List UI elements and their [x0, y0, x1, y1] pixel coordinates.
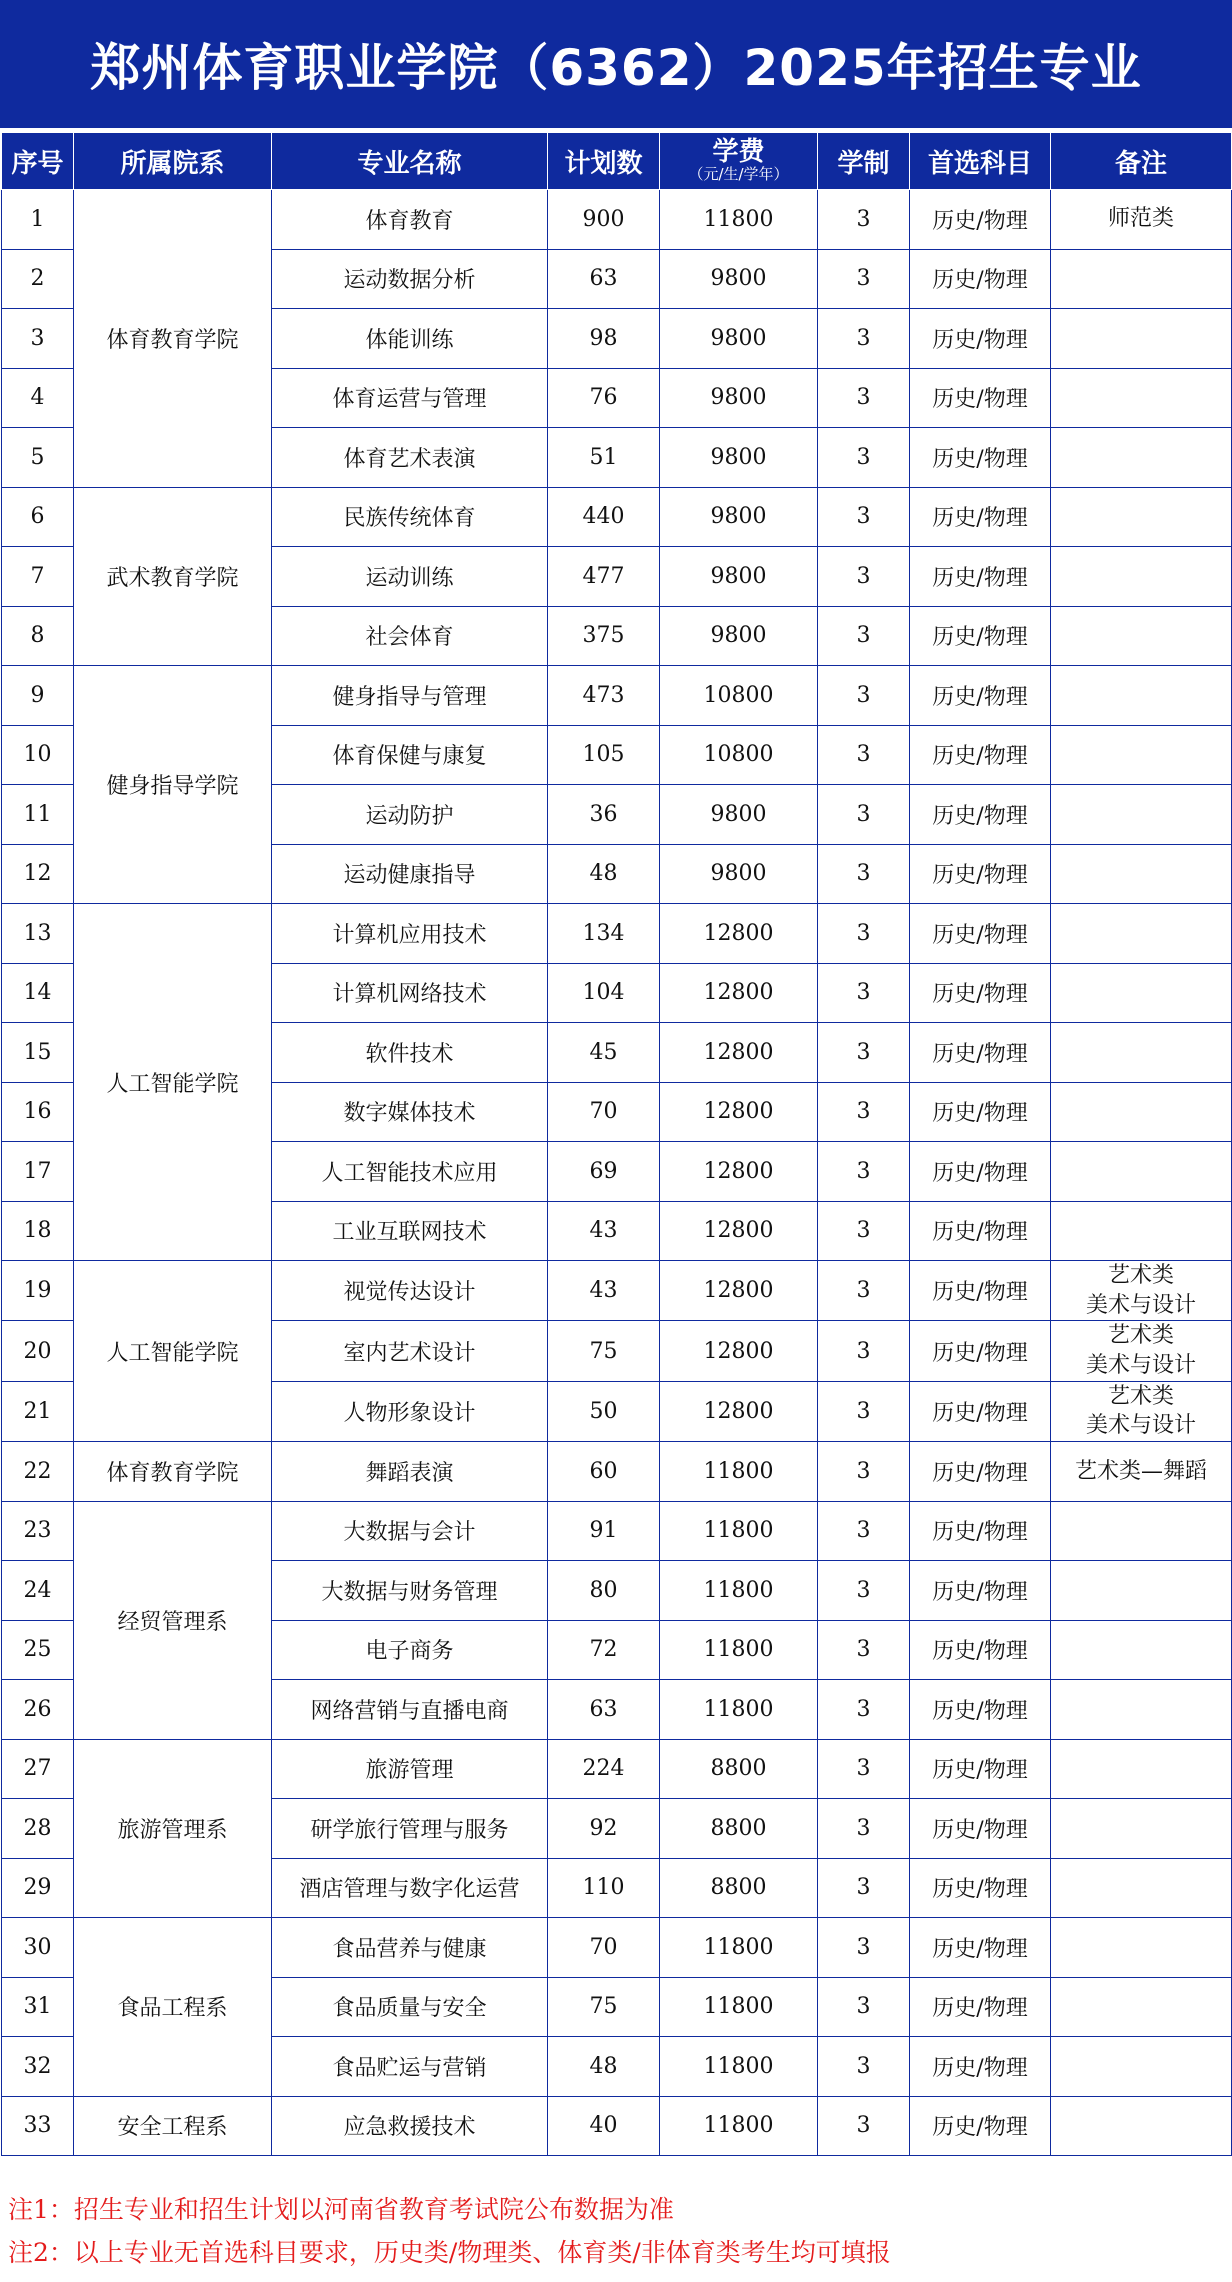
plan-count: 70 [548, 1918, 660, 1978]
study-years: 3 [818, 1858, 910, 1918]
remark [1051, 2096, 1232, 2156]
header-fee [660, 133, 818, 190]
remark [1051, 1918, 1232, 1978]
major-name: 软件技术 [272, 1023, 548, 1083]
tuition-fee: 10800 [660, 725, 818, 785]
study-years: 3 [818, 249, 910, 309]
remark [1051, 1142, 1232, 1202]
study-years: 3 [818, 309, 910, 369]
major-name: 体育教育 [272, 190, 548, 250]
table-row [2, 2096, 1232, 2156]
plan-count: 75 [548, 1977, 660, 2037]
tuition-fee: 11800 [660, 1680, 818, 1740]
table-row [2, 1261, 1232, 1321]
study-years: 3 [818, 190, 910, 250]
preferred-subject: 历史/物理 [910, 1082, 1051, 1142]
preferred-subject: 历史/物理 [910, 963, 1051, 1023]
tuition-fee: 9800 [660, 487, 818, 547]
table-row [2, 1501, 1232, 1561]
remark [1051, 487, 1232, 547]
major-name: 体育艺术表演 [272, 428, 548, 488]
plan-count: 110 [548, 1858, 660, 1918]
major-name: 视觉传达设计 [272, 1261, 548, 1321]
tuition-fee: 12800 [660, 1321, 818, 1381]
preferred-subject: 历史/物理 [910, 190, 1051, 250]
study-years: 3 [818, 1739, 910, 1799]
table-row [2, 904, 1232, 964]
preferred-subject: 历史/物理 [910, 1261, 1051, 1321]
study-years: 3 [818, 1261, 910, 1321]
remark: 艺术类 美术与设计 [1051, 1321, 1232, 1381]
tuition-fee: 12800 [660, 1201, 818, 1261]
remark [1051, 844, 1232, 904]
preferred-subject: 历史/物理 [910, 2096, 1051, 2156]
row-number: 19 [2, 1261, 74, 1321]
header-no: 序号 [2, 133, 74, 190]
study-years: 3 [818, 547, 910, 607]
plan-count: 224 [548, 1739, 660, 1799]
major-name: 食品质量与安全 [272, 1977, 548, 2037]
remark [1051, 1739, 1232, 1799]
major-name: 运动训练 [272, 547, 548, 607]
study-years: 3 [818, 1381, 910, 1441]
remark [1051, 547, 1232, 607]
remark [1051, 1082, 1232, 1142]
tuition-fee: 11800 [660, 1501, 818, 1561]
remark [1051, 309, 1232, 369]
major-name: 研学旅行管理与服务 [272, 1799, 548, 1859]
row-number: 7 [2, 547, 74, 607]
preferred-subject: 历史/物理 [910, 725, 1051, 785]
study-years: 3 [818, 1082, 910, 1142]
preferred-subject: 历史/物理 [910, 1201, 1051, 1261]
preferred-subject: 历史/物理 [910, 249, 1051, 309]
plan-count: 40 [548, 2096, 660, 2156]
study-years: 3 [818, 963, 910, 1023]
study-years: 3 [818, 725, 910, 785]
row-number: 23 [2, 1501, 74, 1561]
table-row [2, 487, 1232, 547]
department-cell: 体育教育学院 [74, 1442, 272, 1502]
row-number: 33 [2, 2096, 74, 2156]
remark [1051, 1799, 1232, 1859]
tuition-fee: 12800 [660, 1261, 818, 1321]
row-number: 28 [2, 1799, 74, 1859]
plan-count: 51 [548, 428, 660, 488]
remark [1051, 249, 1232, 309]
title-banner [0, 0, 1232, 128]
preferred-subject: 历史/物理 [910, 785, 1051, 845]
plan-count: 63 [548, 249, 660, 309]
remark [1051, 1858, 1232, 1918]
preferred-subject: 历史/物理 [910, 1739, 1051, 1799]
remark [1051, 904, 1232, 964]
plan-count: 104 [548, 963, 660, 1023]
study-years: 3 [818, 1142, 910, 1202]
department-cell: 旅游管理系 [74, 1739, 272, 1918]
major-name: 工业互联网技术 [272, 1201, 548, 1261]
footnote-1: 注1：招生专业和招生计划以河南省教育考试院公布数据为准 [8, 2195, 674, 2224]
footnote-2: 注2：以上专业无首选科目要求，历史类/物理类、体育类/非体育类考生均可填报 [8, 2238, 891, 2267]
tuition-fee: 11800 [660, 1561, 818, 1621]
remark [1051, 368, 1232, 428]
major-name: 运动防护 [272, 785, 548, 845]
table-row [2, 1918, 1232, 1978]
plan-count: 440 [548, 487, 660, 547]
tuition-fee: 9800 [660, 428, 818, 488]
study-years: 3 [818, 904, 910, 964]
department-cell: 安全工程系 [74, 2096, 272, 2156]
study-years: 3 [818, 1620, 910, 1680]
tuition-fee: 11800 [660, 1442, 818, 1502]
plan-count: 70 [548, 1082, 660, 1142]
remark [1051, 1201, 1232, 1261]
preferred-subject: 历史/物理 [910, 666, 1051, 726]
department-cell: 体育教育学院 [74, 190, 272, 488]
plan-count: 375 [548, 606, 660, 666]
tuition-fee: 9800 [660, 606, 818, 666]
major-name: 大数据与财务管理 [272, 1561, 548, 1621]
row-number: 32 [2, 2037, 74, 2097]
tuition-fee: 11800 [660, 2096, 818, 2156]
major-name: 运动健康指导 [272, 844, 548, 904]
header-fee-label: 学费 [712, 137, 765, 168]
preferred-subject: 历史/物理 [910, 1680, 1051, 1740]
major-name: 体育运营与管理 [272, 368, 548, 428]
preferred-subject: 历史/物理 [910, 904, 1051, 964]
preferred-subject: 历史/物理 [910, 547, 1051, 607]
plan-count: 98 [548, 309, 660, 369]
row-number: 18 [2, 1201, 74, 1261]
plan-count: 69 [548, 1142, 660, 1202]
tuition-fee: 8800 [660, 1739, 818, 1799]
row-number: 26 [2, 1680, 74, 1740]
major-name: 运动数据分析 [272, 249, 548, 309]
tuition-fee: 11800 [660, 1977, 818, 2037]
major-name: 电子商务 [272, 1620, 548, 1680]
study-years: 3 [818, 1799, 910, 1859]
remark: 艺术类 美术与设计 [1051, 1261, 1232, 1321]
tuition-fee: 10800 [660, 666, 818, 726]
study-years: 3 [818, 1201, 910, 1261]
major-name: 人物形象设计 [272, 1381, 548, 1441]
study-years: 3 [818, 1680, 910, 1740]
plan-count: 75 [548, 1321, 660, 1381]
remark [1051, 2037, 1232, 2097]
remark: 师范类 [1051, 190, 1232, 250]
tuition-fee: 9800 [660, 249, 818, 309]
study-years: 3 [818, 428, 910, 488]
header-row [2, 133, 1232, 190]
preferred-subject: 历史/物理 [910, 1918, 1051, 1978]
row-number: 11 [2, 785, 74, 845]
row-number: 6 [2, 487, 74, 547]
majors-table [1, 132, 1232, 2156]
department-cell: 健身指导学院 [74, 666, 272, 904]
department-cell: 人工智能学院 [74, 1261, 272, 1442]
preferred-subject: 历史/物理 [910, 1620, 1051, 1680]
tuition-fee: 11800 [660, 2037, 818, 2097]
tuition-fee: 12800 [660, 1023, 818, 1083]
study-years: 3 [818, 785, 910, 845]
major-name: 社会体育 [272, 606, 548, 666]
plan-count: 36 [548, 785, 660, 845]
study-years: 3 [818, 487, 910, 547]
preferred-subject: 历史/物理 [910, 487, 1051, 547]
preferred-subject: 历史/物理 [910, 1977, 1051, 2037]
header-dept: 所属院系 [74, 133, 272, 190]
plan-count: 105 [548, 725, 660, 785]
major-name: 室内艺术设计 [272, 1321, 548, 1381]
major-name: 旅游管理 [272, 1739, 548, 1799]
row-number: 14 [2, 963, 74, 1023]
plan-count: 43 [548, 1201, 660, 1261]
plan-count: 80 [548, 1561, 660, 1621]
row-number: 12 [2, 844, 74, 904]
preferred-subject: 历史/物理 [910, 1381, 1051, 1441]
tuition-fee: 12800 [660, 963, 818, 1023]
row-number: 2 [2, 249, 74, 309]
remark: 艺术类—舞蹈 [1051, 1442, 1232, 1502]
table-row [2, 666, 1232, 726]
remark [1051, 1620, 1232, 1680]
remark [1051, 1561, 1232, 1621]
header-fee-unit: （元/生/学年） [688, 164, 789, 183]
tuition-fee: 12800 [660, 904, 818, 964]
plan-count: 72 [548, 1620, 660, 1680]
preferred-subject: 历史/物理 [910, 368, 1051, 428]
tuition-fee: 11800 [660, 190, 818, 250]
department-cell: 经贸管理系 [74, 1501, 272, 1739]
preferred-subject: 历史/物理 [910, 2037, 1051, 2097]
remark [1051, 1023, 1232, 1083]
remark [1051, 1977, 1232, 2037]
plan-count: 48 [548, 844, 660, 904]
header-years: 学制 [818, 133, 910, 190]
tuition-fee: 9800 [660, 844, 818, 904]
tuition-fee: 9800 [660, 309, 818, 369]
row-number: 5 [2, 428, 74, 488]
footnotes [8, 2188, 1224, 2274]
row-number: 30 [2, 1918, 74, 1978]
plan-count: 134 [548, 904, 660, 964]
preferred-subject: 历史/物理 [910, 1442, 1051, 1502]
remark [1051, 428, 1232, 488]
row-number: 22 [2, 1442, 74, 1502]
remark [1051, 963, 1232, 1023]
header-plan: 计划数 [548, 133, 660, 190]
row-number: 15 [2, 1023, 74, 1083]
tuition-fee: 12800 [660, 1381, 818, 1441]
row-number: 8 [2, 606, 74, 666]
study-years: 3 [818, 2037, 910, 2097]
study-years: 3 [818, 1501, 910, 1561]
row-number: 1 [2, 190, 74, 250]
major-name: 体育保健与康复 [272, 725, 548, 785]
major-name: 大数据与会计 [272, 1501, 548, 1561]
preferred-subject: 历史/物理 [910, 1561, 1051, 1621]
row-number: 10 [2, 725, 74, 785]
row-number: 21 [2, 1381, 74, 1441]
preferred-subject: 历史/物理 [910, 1321, 1051, 1381]
major-name: 舞蹈表演 [272, 1442, 548, 1502]
row-number: 3 [2, 309, 74, 369]
major-name: 应急救援技术 [272, 2096, 548, 2156]
row-number: 24 [2, 1561, 74, 1621]
remark [1051, 666, 1232, 726]
tuition-fee: 11800 [660, 1620, 818, 1680]
row-number: 25 [2, 1620, 74, 1680]
preferred-subject: 历史/物理 [910, 1142, 1051, 1202]
major-name: 民族传统体育 [272, 487, 548, 547]
tuition-fee: 12800 [660, 1142, 818, 1202]
tuition-fee: 8800 [660, 1799, 818, 1859]
major-name: 数字媒体技术 [272, 1082, 548, 1142]
row-number: 27 [2, 1739, 74, 1799]
major-name: 食品贮运与营销 [272, 2037, 548, 2097]
study-years: 3 [818, 1321, 910, 1381]
preferred-subject: 历史/物理 [910, 844, 1051, 904]
row-number: 9 [2, 666, 74, 726]
study-years: 3 [818, 1023, 910, 1083]
study-years: 3 [818, 1442, 910, 1502]
plan-count: 43 [548, 1261, 660, 1321]
header-note: 备注 [1051, 133, 1232, 190]
plan-count: 473 [548, 666, 660, 726]
row-number: 31 [2, 1977, 74, 2037]
preferred-subject: 历史/物理 [910, 1023, 1051, 1083]
table-row [2, 1442, 1232, 1502]
tuition-fee: 8800 [660, 1858, 818, 1918]
remark [1051, 725, 1232, 785]
study-years: 3 [818, 368, 910, 428]
study-years: 3 [818, 606, 910, 666]
tuition-fee: 12800 [660, 1082, 818, 1142]
major-name: 酒店管理与数字化运营 [272, 1858, 548, 1918]
plan-count: 900 [548, 190, 660, 250]
preferred-subject: 历史/物理 [910, 606, 1051, 666]
major-name: 人工智能技术应用 [272, 1142, 548, 1202]
study-years: 3 [818, 2096, 910, 2156]
tuition-fee: 11800 [660, 1918, 818, 1978]
row-number: 29 [2, 1858, 74, 1918]
row-number: 13 [2, 904, 74, 964]
row-number: 20 [2, 1321, 74, 1381]
row-number: 17 [2, 1142, 74, 1202]
plan-count: 45 [548, 1023, 660, 1083]
row-number: 16 [2, 1082, 74, 1142]
department-cell: 食品工程系 [74, 1918, 272, 2097]
study-years: 3 [818, 1977, 910, 2037]
preferred-subject: 历史/物理 [910, 428, 1051, 488]
remark: 艺术类 美术与设计 [1051, 1381, 1232, 1441]
study-years: 3 [818, 1561, 910, 1621]
plan-count: 48 [548, 2037, 660, 2097]
remark [1051, 1680, 1232, 1740]
tuition-fee: 9800 [660, 785, 818, 845]
plan-count: 91 [548, 1501, 660, 1561]
preferred-subject: 历史/物理 [910, 309, 1051, 369]
preferred-subject: 历史/物理 [910, 1858, 1051, 1918]
page-title: 郑州体育职业学院（6362）2025年招生专业 [90, 39, 1142, 97]
header-major: 专业名称 [272, 133, 548, 190]
preferred-subject: 历史/物理 [910, 1501, 1051, 1561]
tuition-fee: 9800 [660, 547, 818, 607]
tuition-fee: 9800 [660, 368, 818, 428]
plan-count: 60 [548, 1442, 660, 1502]
remark [1051, 1501, 1232, 1561]
plan-count: 63 [548, 1680, 660, 1740]
major-name: 计算机网络技术 [272, 963, 548, 1023]
study-years: 3 [818, 844, 910, 904]
table-body [2, 190, 1232, 2156]
study-years: 3 [818, 1918, 910, 1978]
row-number: 4 [2, 368, 74, 428]
major-name: 体能训练 [272, 309, 548, 369]
plan-count: 477 [548, 547, 660, 607]
plan-count: 76 [548, 368, 660, 428]
remark [1051, 785, 1232, 845]
preferred-subject: 历史/物理 [910, 1799, 1051, 1859]
header-subject: 首选科目 [910, 133, 1051, 190]
table-row [2, 1739, 1232, 1799]
major-name: 网络营销与直播电商 [272, 1680, 548, 1740]
major-name: 食品营养与健康 [272, 1918, 548, 1978]
study-years: 3 [818, 666, 910, 726]
plan-count: 92 [548, 1799, 660, 1859]
department-cell: 武术教育学院 [74, 487, 272, 666]
department-cell: 人工智能学院 [74, 904, 272, 1261]
major-name: 计算机应用技术 [272, 904, 548, 964]
plan-count: 50 [548, 1381, 660, 1441]
remark [1051, 606, 1232, 666]
major-name: 健身指导与管理 [272, 666, 548, 726]
table-row [2, 190, 1232, 250]
